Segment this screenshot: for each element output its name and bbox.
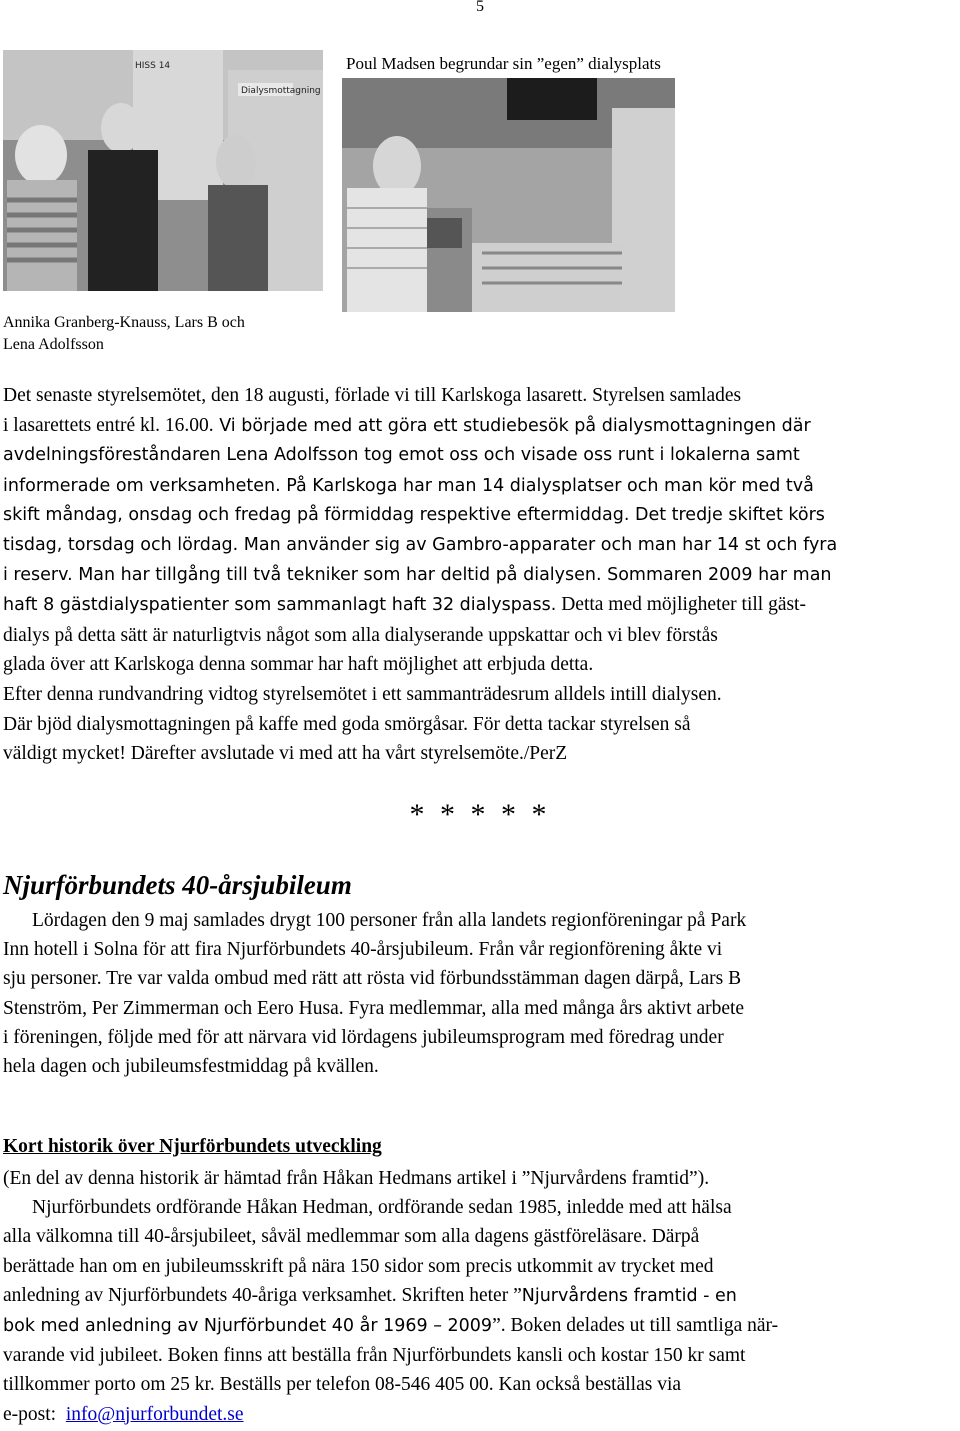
text-line: Inn hotell i Solna för att fira Njurförbundets 40-årsjubileum. Från vår regionförening åkte vi [3,939,723,961]
text-line: Det senaste styrelsemötet, den 18 augusti, förlade vi till Karlskoga lasarett. Styrelsen samlades [3,385,742,406]
text-line: skift måndag, onsdag och fredag på förmiddag respektive eftermiddag. Det tredje skiftet körs [3,505,825,526]
jubilee-heading: Njurförbundets 40-årsjubileum [3,870,352,900]
sign-dialysmottagning: Dialysmottagning [241,86,321,96]
text-line: Njurförbundets ordförande Håkan Hedman, ordförande sedan 1985, inledde med att hälsa [32,1197,732,1219]
text-line: informerade om verksamheten. På Karlskoga har man 14 dialysplatser och man kör med två [3,475,814,496]
caption-left-photo [3,312,323,356]
text-line: tillkommer porto om 25 kr. Beställs per telefon 08-546 405 00. Kan också beställas via [3,1374,682,1396]
text-line: i föreningen, följde med för att närvara vid lördagens jubileumsprogram med föredrag under [3,1026,724,1048]
caption-left-line: Lena Adolfsson [3,336,104,353]
text-line: väldigt mycket! Därefter avslutade vi med att ha vårt styrelsemöte./PerZ [3,743,568,765]
text-line: hela dagen och jubileumsfestmiddag på kvällen. [3,1056,379,1078]
text-line: tisdag, torsdag och lördag. Man använder sig av Gambro-apparater och man har 14 st och fyra [3,534,838,555]
text-line: glada över att Karlskoga denna sommar har haft möjlighet att erbjuda detta. [3,654,594,676]
text-line: sju personer. Tre var valda ombud med rätt att rösta vid förbundsstämman dagen därpå, Lars B [3,968,742,990]
text-line: berättade han om en jubileumsskrift på nära 150 sidor som precis utkommit av trycket med [3,1255,714,1277]
photo-three-people [3,50,323,291]
text-line: avdelningsföreståndaren Lena Adolfsson tog emot oss och visade oss runt i lokalerna samt [3,445,800,466]
text-line: Där bjöd dialysmottagningen på kaffe med goda smörgåsar. För detta tackar styrelsen så [3,713,691,735]
text-line: e-post: info@njurforbundet.se [3,1403,244,1425]
text-line: Efter denna rundvandring vidtog styrelsemötet i ett sammanträdesrum alldels intill dialysen. [3,683,722,705]
sign-hiss: HISS 14 [135,61,171,71]
text-line: varande vid jubileet. Boken finns att beställa från Njurförbundets kansli och kostar 150 kr samt [3,1345,746,1367]
history-heading: Kort historik över Njurförbundets utveckling [3,1136,382,1157]
text-line: dialys på detta sätt är naturligtvis något som alla dialyserande uppskattar och vi blev förstås [3,624,718,646]
email-link[interactable]: info@njurforbundet.se [65,1403,244,1425]
history-paragraph [3,1164,958,1429]
text-line: (En del av denna historik är hämtad från Håkan Hedmans artikel i ”Njurvårdens framtid”). [3,1168,710,1189]
text-line: i reserv. Man har tillgång till två tekniker som har deltid på dialysen. Sommaren 2009 har man [3,564,832,585]
text-line: anledning av Njurförbundets 40-åriga verksamhet. Skriften heter ”Njurvårdens framtid - en [3,1284,737,1306]
text-line: alla välkomna till 40-årsjubileet, såväl medlemmar som alla dagens gästföreläsare. Därpå [3,1226,700,1248]
text-line: Stenström, Per Zimmerman och Eero Husa. Fyra medlemmar, alla med många års aktivt arbete [3,997,745,1019]
caption-left-line: Annika Granberg-Knauss, Lars B och [3,314,245,331]
photo-dialysis-room [342,78,675,312]
text-line: bok med anledning av Njurförbundet 40 år 1969 – 2009”. Boken delades ut till samtliga när- [3,1315,779,1337]
board-meeting-article [3,381,958,769]
caption-right-photo: Poul Madsen begrundar sin ”egen” dialysplats [346,54,661,73]
text-line: Lördagen den 9 maj samlades drygt 100 personer från alla landets regionföreningar på Park [32,910,747,931]
page-number: 5 [476,0,484,15]
text-line: haft 8 gästdialyspatienter som sammanlagt haft 32 dialyspass. Detta med möjligheter till gäst- [3,594,806,616]
text-line: i lasarettets entré kl. 16.00. Vi började med att göra ett studiebesök på dialysmottagningen där [3,414,811,436]
section-separator: * * * * * [409,798,551,831]
jubilee-paragraph [3,906,958,1081]
